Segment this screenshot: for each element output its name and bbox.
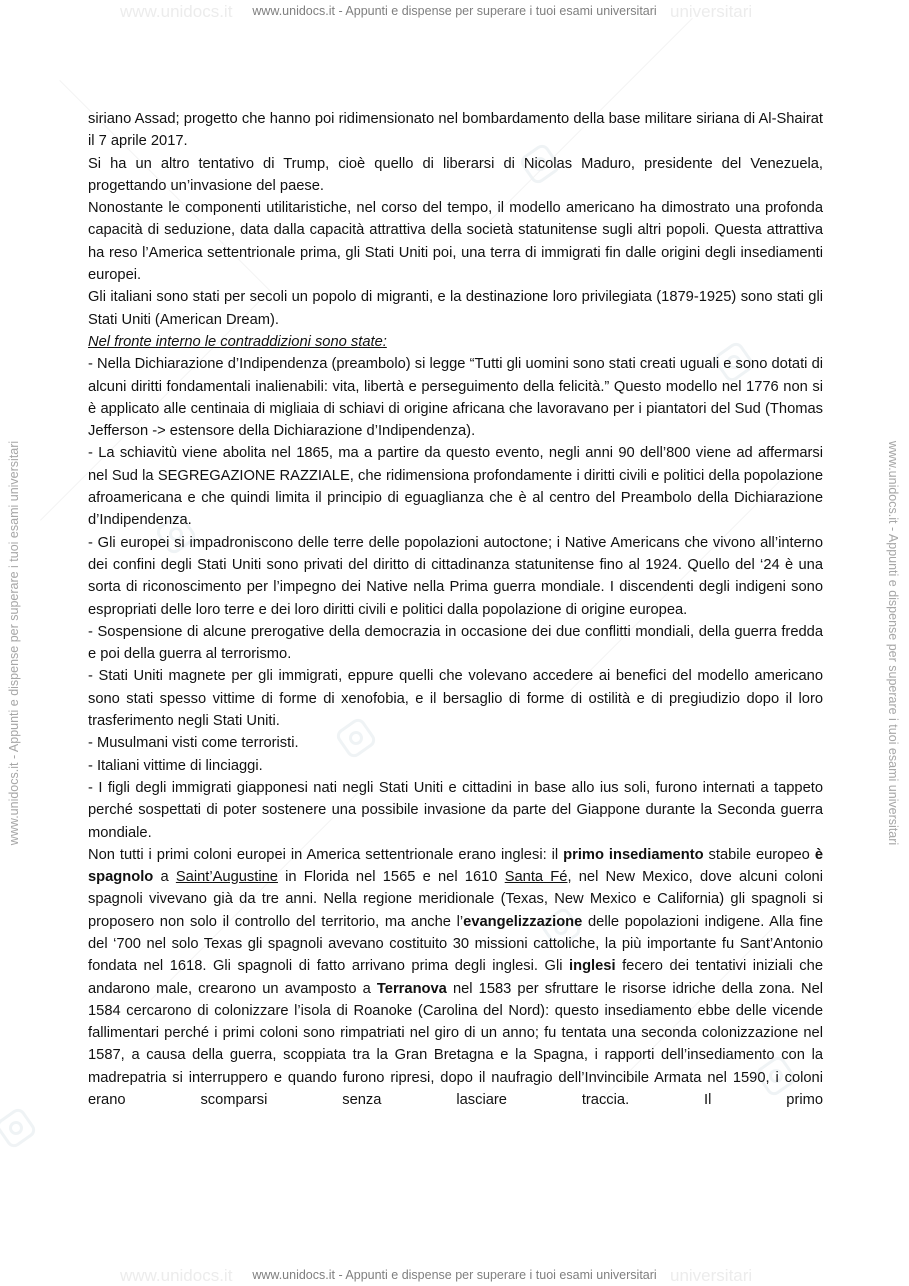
- watermark-footer[interactable]: www.unidocs.it - Appunti e dispense per superare i tuoi esami universitari: [252, 1268, 657, 1282]
- heading-text: Nel fronte interno le contraddizioni sono state:: [88, 333, 387, 350]
- paragraph: Gli italiani sono stati per secoli un popolo di migranti, e la destinazione loro privilegiata (1879-1925) sono stati gli Stati Uniti (American Dream).: [88, 289, 823, 328]
- paragraph: siriano Assad; progetto che hanno poi ridimensionato nel bombardamento della base militare siriana di Al-Shairat il 7 aprile 2017.: [88, 111, 823, 150]
- underlined-run: Santa Fé: [504, 869, 568, 886]
- paragraph-colonies: [88, 844, 823, 1112]
- bold-run: evangelizzazione: [463, 913, 583, 930]
- unidocs-logo-icon: [0, 1106, 38, 1151]
- document-body: [88, 108, 823, 1111]
- list-item: - Nella Dichiarazione d’Indipendenza (preambolo) si legge “Tutti gli uomini sono stati creati uguali e sono dotati di alcuni diritti fondamentali inalienabili: vita, libertà e perseguimento della felicità.” Questo modello nel 1776 non si è applicato alle centinaia di migliaia di schiavi di origine africana che lavoravano per i piantatori del Sud (Thomas Jefferson -> estensore della Dichiarazione d’Indipendenza).: [88, 356, 823, 440]
- list-item: - Italiani vittime di linciaggi.: [88, 757, 263, 774]
- bold-run: è spagnolo: [88, 846, 823, 886]
- watermark-ghost-text: www.unidocs.it: [120, 1266, 233, 1285]
- text-run: nel 1583 per sfruttare le risorse idriche della zona. Nel 1584 cercarono di colonizzare l’isola di Roanoke (Carolina del Nord): questo insediamento ebbe delle vicende fallimentari perché i primi coloni sono rimpatriati nel giro di un anno; fu tentata una seconda colonizzazione nel 1587, a causa della guerra, scoppiata tra la Gran Bretagna e la Spagna, i rapporti dell’insediamento con la madrepatria si interruppero e quando furono ripresi, dopo il naufragio dell’Invincibile Armata nel 1590, i coloni erano scomparsi senza lasciare traccia. Il primo: [88, 980, 824, 1109]
- section-heading: [88, 331, 823, 353]
- list-item: - Sospensione di alcune prerogative della democrazia in occasione dei due conflitti mondiali, della guerra fredda e poi della guerra al terrorismo.: [88, 623, 823, 663]
- text-run: Non tutti i primi coloni europei in America settentrionale erano inglesi: il: [88, 846, 564, 863]
- text-run: in Florida nel 1565 e nel 1610: [277, 869, 505, 886]
- bold-run: Terranova: [376, 980, 447, 997]
- text-run: fecero dei tentativi iniziali che andarono male, crearono un avamposto a: [88, 958, 823, 997]
- list-item: - La schiavitù viene abolita nel 1865, ma a partire da questo evento, negli anni 90 dell’800 viene ad affermarsi nel Sud la SEGREGAZIONE RAZZIALE, che ridimensiona profondamente i diritti civili e politici della popolazione afroamericana e che quindi limita il principio di eguaglianza che è al centro del Preambolo della Dichiarazione d’Indipendenza.: [88, 445, 823, 529]
- text-run: a: [153, 869, 176, 886]
- list-item: - Gli europei si impadroniscono delle terre delle popolazioni autoctone; i Native Americans che vivono all’interno dei confini degli Stati Uniti sono privati del diritto di cittadinanza statunitense fino al 1924. Quello del ‘24 è una sorta di riconoscimento per l’impegno dei Native nella Prima guerra mondiale. I discendenti degli indigeni sono espropriati delle loro terre e dei loro diritti civili e politici dalla popolazione di origine europea.: [88, 534, 823, 618]
- watermark-ghost-text: universitari: [670, 2, 753, 21]
- list-item: - I figli degli immigrati giapponesi nati negli Stati Uniti e cittadini in base allo ius soli, furono internati a tappeto perché sospettati di poter sostenere una possibile invasione da parte del Giappone durante la Seconda guerra mondiale.: [88, 779, 823, 841]
- watermark-side-right: www.unidocs.it - Appunti e dispense per superare i tuoi esami universitari: [886, 440, 900, 846]
- paragraph: Si ha un altro tentativo di Trump, cioè quello di liberarsi di Nicolas Maduro, presidente del Venezuela, progettando un’invasione del paese.: [88, 155, 823, 194]
- watermark-header[interactable]: www.unidocs.it - Appunti e dispense per superare i tuoi esami universitari: [252, 4, 657, 18]
- watermark-ghost-text: www.unidocs.it: [120, 2, 233, 21]
- text-run: , nel New Mexico, dove alcuni coloni spagnoli vivevano già da tre anni. Nella regione meridionale (Texas, New Mexico e California) gli spagnoli si proposero non solo il controllo del territorio, ma anche l’: [88, 869, 823, 930]
- underlined-run: Saint’Augustine: [175, 869, 278, 886]
- watermark-ghost-text: universitari: [670, 1266, 753, 1285]
- paragraph: Nonostante le componenti utilitaristiche, nel corso del tempo, il modello americano ha dimostrato una profonda capacità di seduzione, data dalla capacità attrattiva della società statunitense sugli altri popoli. Questa attrattiva ha reso l’America settentrionale prima, gli Stati Uniti poi, una terra di immigrati fin dalle origini degli insediamenti europei.: [88, 200, 823, 284]
- text-run: delle popolazioni indigene. Alla fine del ‘700 nel solo Texas gli spagnoli avevano costituito 30 missioni cattoliche, la più importante fu Sant’Antonio fondata nel 1618. Gli spagnoli di fatto arrivano prima degli inglesi. Gli: [88, 913, 823, 975]
- bold-run: inglesi: [569, 958, 616, 975]
- list-item: - Musulmani visti come terroristi.: [88, 735, 299, 752]
- list-item: - Stati Uniti magnete per gli immigrati, eppure quelli che volevano accedere ai benefici del modello americano sono stati spesso vittime di forme di xenofobia, e il bersaglio di forme di ostilità e di pregiudizio dopo il loro trasferimento negli Stati Uniti.: [88, 668, 823, 730]
- bold-run: primo insediamento: [563, 846, 704, 863]
- text-run: stabile europeo: [703, 846, 815, 863]
- watermark-side-left: www.unidocs.it - Appunti e dispense per superare i tuoi esami universitari: [7, 440, 21, 846]
